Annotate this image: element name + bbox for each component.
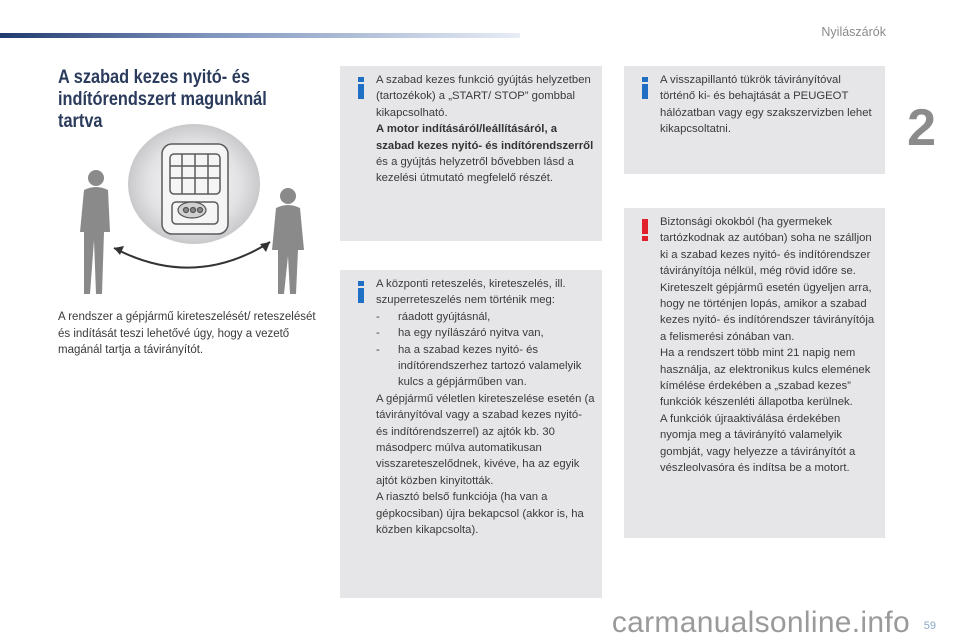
- chapter-title: Nyilászárók: [821, 25, 886, 39]
- info-icon: [354, 76, 368, 100]
- box1-rest: és a gyújtás helyzetről bővebben lásd a kezelési útmutató megfelelő részét.: [376, 156, 574, 185]
- info-icon: [354, 280, 368, 304]
- van-top-view: [162, 144, 228, 234]
- warning-icon: [638, 218, 652, 242]
- box4-para4: A funkciók újraaktiválása érdekében nyomja meg a távirányító valamelyik gombját, vagy helyezze a távirányítót a vészleolvasóra és indítsa be a motort.: [660, 412, 856, 475]
- info-box-mirror-folding: [624, 66, 885, 174]
- intro-text: A rendszer a gépjármű kireteszelését/ reteszelését és indítását teszi lehetővé úgy, hogy a vezető magánál tartja a távirányítót.: [58, 311, 316, 356]
- box4-para2: Kireteszelt gépjármű esetén ügyeljen arra, hogy ne történjen lopás, amikor a szabad kezes nyitó- és indítórendszer távirányítója a felismerési zónában van.: [660, 281, 875, 343]
- box2-lead: A központi reteszelés, kireteszelés, ill. szuperreteszelés nem történik meg:: [376, 278, 566, 307]
- box4-para1: Biztonsági okokból (ha gyermekek tartózkodnak az autóban) soha ne szálljon ki a szabad kezes nyitó- és indítórendszer távirányítója nélkül, még rövid időre se.: [660, 216, 872, 278]
- list-item: - ha a szabad kezes nyitó- és indítórendszerhez tartozó valamelyik kulcs a gépjárműben van.: [376, 343, 582, 389]
- left-person-icon: [80, 170, 110, 294]
- info-box-hands-free-deactivation: [340, 66, 602, 241]
- warning-box-safety: [624, 208, 885, 538]
- watermark: carmanualsonline.info: [611, 606, 910, 639]
- range-arrow-left-head: [114, 246, 124, 255]
- box2-para3: A riasztó belső funkciója (ha van a gépkocsiban) újra bekapcsol (akkor is, ha közben kikapcsolta).: [376, 491, 584, 537]
- info-box-locking-conditions: [340, 270, 602, 598]
- right-person-icon: [272, 188, 304, 294]
- header-gradient-bar: [0, 33, 520, 38]
- box2-para2: A gépjármű véletlen kireteszelése esetén (a távirányítóval vagy a szabad kezes nyitó- és indítórendszerrel) az ajtók kb. 30 másodperc múlva automatikusan visszareteszelődnek, kivéve, ha az egyik ajtót közben kinyitották.: [376, 392, 595, 487]
- range-arrow: [114, 242, 270, 268]
- hands-free-illustration: [70, 122, 310, 300]
- page-title: A szabad kezes nyitó- és indítórendszert magunknál tartva: [58, 67, 267, 132]
- list-item: - ha egy nyílászáró nyitva van,: [376, 327, 544, 340]
- chapter-number: 2: [907, 99, 936, 157]
- page-number: 59: [923, 620, 936, 632]
- info-icon: [638, 76, 652, 100]
- box1-bold: A motor indításáról/leállításáról, a szabad kezes nyitó- és indítórendszerről: [376, 123, 594, 152]
- box3-text: A visszapillantó tükrök távirányítóval történő ki- és behajtását a PEUGEOT hálózatban vagy egy szakszervizben lehet kikapcsoltatni.: [660, 74, 872, 136]
- key-fob-icon: [178, 202, 206, 218]
- box1-line1: A szabad kezes funkció gyújtás helyzetben (tartozékok) a „START/ STOP” gombbal kikapcsolható.: [376, 74, 591, 119]
- box4-para3: Ha a rendszert több mint 21 napig nem használja, az elektronikus kulcs elemének kímélése érdekében a „szabad kezes” funkciók készenléti állapotba kerülnek.: [660, 347, 871, 409]
- list-item: - ráadott gyújtásnál,: [376, 310, 491, 323]
